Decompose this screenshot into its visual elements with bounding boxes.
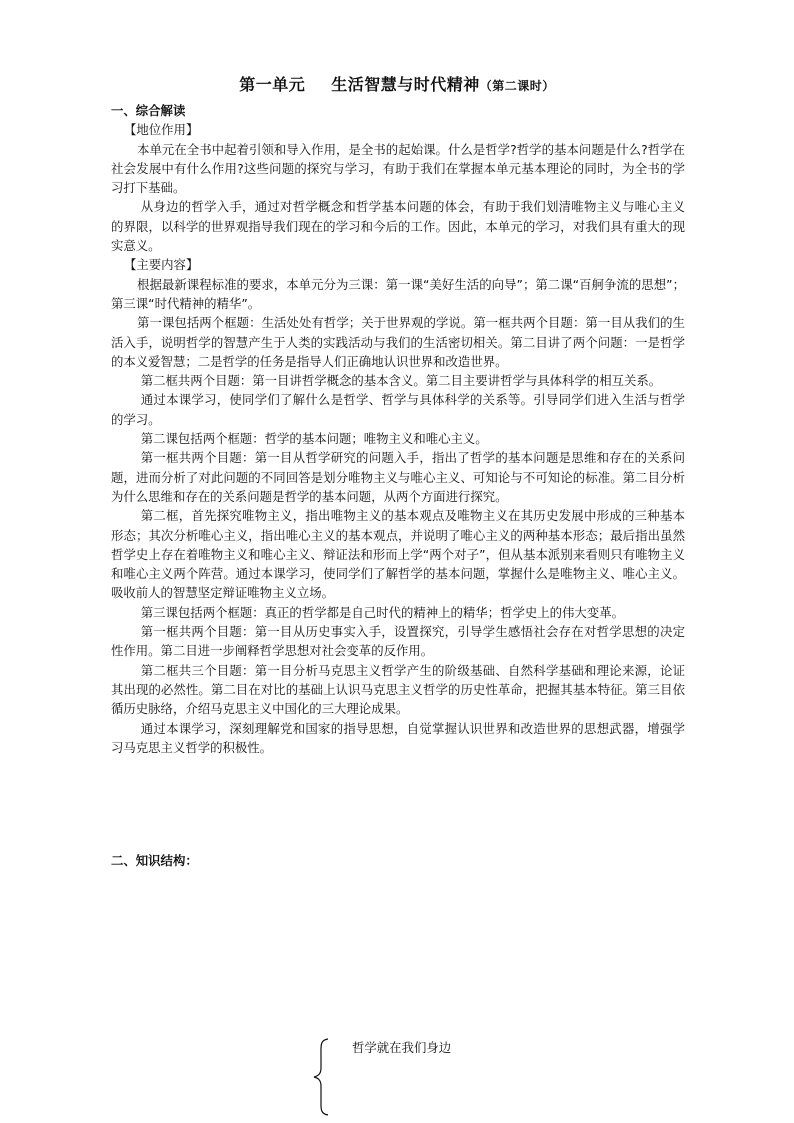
paragraph: 通过本课学习，使同学们了解什么是哲学、哲学与具体科学的关系等。引导同学们进入生活与哲学的学习。 (111, 392, 685, 427)
paragraph: 第一课包括两个框题：生活处处有哲学；关于世界观的学说。第一框共两个目题：第一目从我们的生活入手，说明哲学的智慧产生于人类的实践活动与我们的生活密切相关。第二目讲了两个问题：一是哲学的本义爱智慧；二是哲学的任务是指导人们正确地认识世界和改造世界。 (111, 315, 685, 369)
paragraph: 从身边的哲学入手，通过对哲学概念和哲学基本问题的体会，有助于我们划清唯物主义与唯心主义的界限，以科学的世界观指导我们现在的学习和今后的工作。因此，本单元的学习，对我们具有重大的现实意义。 (111, 199, 685, 254)
paragraph: 第一框共两个目题：第一目从哲学研究的问题入手，指出了哲学的基本问题是思维和存在的关系问题，进而分析了对此问题的不同回答是划分唯物主义与唯心主义、可知论与不可知论的标准。第二目分析为什么思维和存在的关系问题是哲学的基本问题，从两个方面进行探究。 (111, 450, 685, 504)
paragraph: 第二框共两个目题：第一目讲哲学概念的基本含义。第二目主要讲哲学与具体科学的相互关系。 (140, 373, 662, 389)
main-content (111, 101, 685, 757)
section-heading-overview: 一、综合解读 (111, 103, 186, 118)
paragraph: 第二课包括两个框题：哲学的基本问题；唯物主义和唯心主义。 (140, 431, 488, 447)
lesson-note: （第二课时） (479, 79, 555, 93)
structure-item: 哲学就在我们身边 (352, 1040, 452, 1055)
paragraph: 第一框共两个目题：第一目从历史事实入手，设置探究，引导学生感悟社会存在对哲学思想的决定性作用。第二目进一步阐释哲学思想对社会变革的反作用。 (111, 624, 685, 659)
paragraph: 根据最新课程标准的要求，本单元分为三课：第一课“美好生活的向导”；第二课“百舸争流的思想”；第三课“时代精神的精华”。 (111, 276, 685, 311)
section-heading-structure: 二、知识结构： (111, 853, 198, 868)
subheading-content: 【主要内容】 (124, 257, 199, 273)
unit-title: 生活智慧与时代精神 (331, 75, 480, 94)
unit-label: 第一单元 (239, 75, 306, 94)
subheading-role: 【地位作用】 (124, 122, 199, 138)
curly-brace-icon (312, 1038, 332, 1116)
paragraph: 第三课包括两个框题：真正的哲学都是自己时代的精神上的精华；哲学史上的伟大变革。 (140, 604, 624, 620)
paragraph: 第二框，首先探究唯物主义，指出唯物主义的基本观点及唯物主义在其历史发展中形成的三种基本形态；其次分析唯心主义，指出唯心主义的基本观点，并说明了唯心主义的两种基本形态；最后指出虽然哲学史上存在着唯物主义和唯心主义、辩证法和形而上学“两个对子”，但从基本派别来看则只有唯物主义和唯心主义两个阵营。通过本课学习，使同学们了解哲学的基本问题，掌握什么是唯物主义、唯心主义。吸收前人的智慧坚定辩证唯物主义立场。 (111, 508, 685, 601)
paragraph: 通过本课学习，深刻理解党和国家的指导思想，自觉掌握认识世界和改造世界的思想武器，增强学习马克思主义哲学的积极性。 (111, 720, 685, 755)
paragraph: 本单元在全书中起着引领和导入作用，是全书的起始课。什么是哲学?哲学的基本问题是什么?哲学在社会发展中有什么作用?这些问题的探究与学习，有助于我们在掌握本单元基本理论的同时，为全书的学习打下基础。 (111, 141, 685, 196)
paragraph: 第二框共三个目题：第一目分析马克思主义哲学产生的阶级基础、自然科学基础和理论来源，论证其出现的必然性。第二目在对比的基础上认识马克思主义哲学的历史性革命，把握其基本特征。第三目依循历史脉络，介绍马克思主义中国化的三大理论成果。 (111, 662, 685, 717)
document-title (0, 72, 794, 95)
